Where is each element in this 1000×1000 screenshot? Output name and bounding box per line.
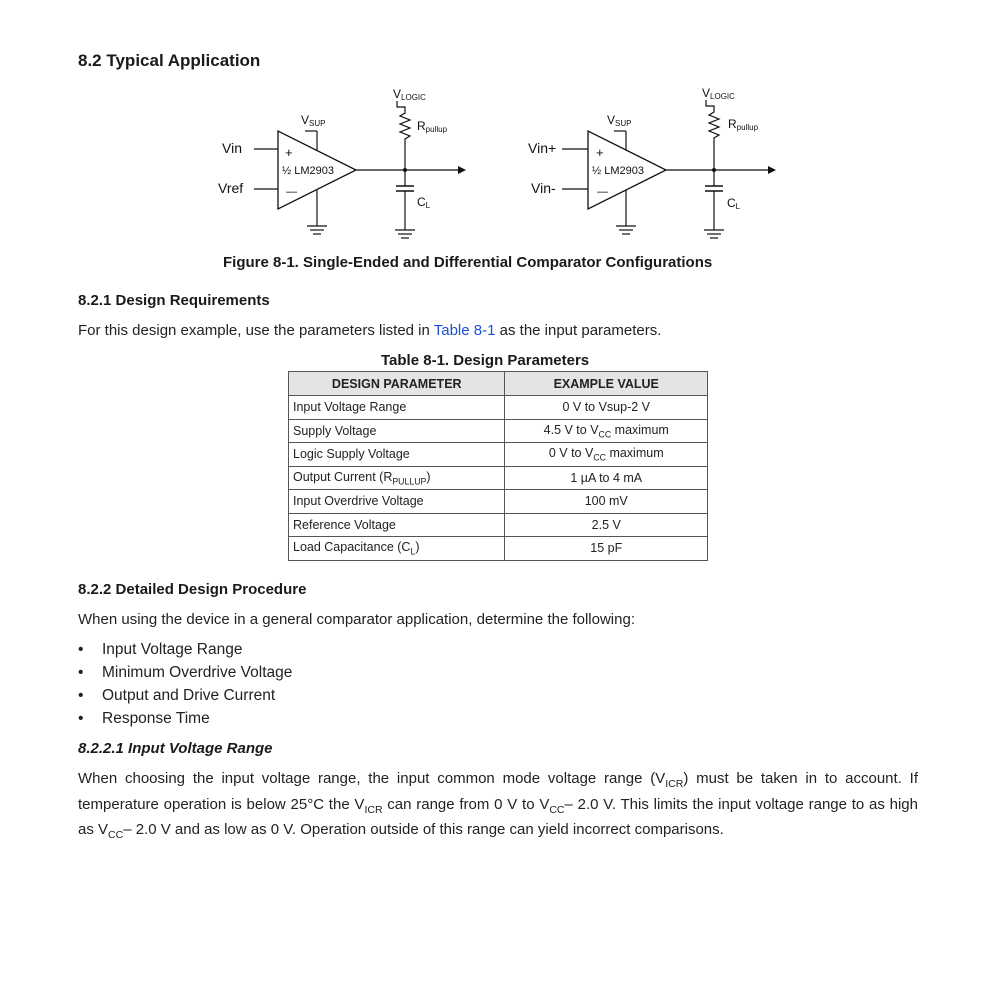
value-cell bbox=[505, 419, 708, 443]
svg-text:Rpullup bbox=[417, 119, 448, 134]
list-item bbox=[78, 663, 292, 686]
left-vlogic-sub: LOGIC bbox=[401, 93, 426, 102]
param-text: Output Current (R bbox=[293, 469, 393, 484]
list-item bbox=[78, 709, 292, 732]
para-subscript: CC bbox=[549, 803, 565, 816]
right-vinminus-label: Vin- bbox=[531, 180, 556, 196]
left-vref-label: Vref bbox=[218, 180, 244, 196]
value-subscript: CC bbox=[598, 429, 612, 439]
right-rpullup-sub: pullup bbox=[736, 123, 759, 132]
param-cell: Logic Supply Voltage bbox=[289, 443, 505, 467]
right-plus-sign: + bbox=[596, 145, 604, 160]
value-cell: 15 pF bbox=[505, 537, 708, 561]
svg-text:VSUP bbox=[301, 113, 325, 128]
param-subscript: L bbox=[410, 546, 416, 557]
para-subscript: ICR bbox=[665, 778, 684, 790]
table-row bbox=[289, 419, 708, 443]
value-cell: 100 mV bbox=[505, 490, 708, 514]
detailed-procedure-intro: When using the device in a general comparator application, determine the following: bbox=[78, 611, 635, 628]
bullet-char: • bbox=[78, 710, 84, 727]
left-rpullup-label: R bbox=[417, 119, 426, 133]
bullet-char: • bbox=[78, 687, 84, 704]
list-item-text: Minimum Overdrive Voltage bbox=[102, 664, 293, 681]
left-vlogic-label: V bbox=[393, 87, 402, 101]
table-row bbox=[289, 396, 708, 420]
value-subscript: CC bbox=[593, 452, 606, 463]
svg-text:Rpullup bbox=[728, 117, 759, 132]
param-cell bbox=[289, 537, 505, 561]
para-text: When choosing the input voltage range, the input common mode voltage range (V bbox=[78, 770, 666, 787]
para-text: can range from 0 V to V bbox=[382, 795, 550, 813]
para-text: – 2.0 V and as low as 0 V. Operation outside of this range can yield incorrect comparisons. bbox=[123, 821, 724, 838]
left-rpullup-sub: pullup bbox=[425, 125, 448, 134]
svg-text:VSUP bbox=[607, 113, 631, 128]
design-requirements-text-after: as the input parameters. bbox=[495, 322, 662, 339]
design-requirements-text-before: For this design example, use the parameters listed in bbox=[78, 322, 434, 339]
param-text: Load Capacitance (C bbox=[293, 540, 411, 554]
value-cell: 2.5 V bbox=[505, 513, 708, 537]
single-ended-circuit bbox=[218, 87, 466, 238]
left-vsup-label: V bbox=[301, 113, 310, 127]
bullet-char: • bbox=[78, 664, 84, 681]
right-cl-sub: L bbox=[735, 202, 741, 211]
svg-text:CL bbox=[727, 196, 741, 211]
table-8-1-link[interactable]: Table 8-1 bbox=[433, 322, 496, 339]
svg-text:VLOGIC bbox=[702, 86, 735, 101]
value-cell: 1 µA to 4 mA bbox=[505, 466, 708, 490]
value-cell bbox=[505, 443, 708, 467]
design-requirements-text bbox=[78, 322, 661, 339]
list-item-text: Input Voltage Range bbox=[102, 641, 243, 658]
para-text: – 2.0 V. This limits the input voltage range to as high as V bbox=[78, 795, 918, 838]
left-vin-label: Vin bbox=[222, 140, 242, 156]
left-cl-label: C bbox=[417, 195, 426, 209]
header-example-value: EXAMPLE VALUE bbox=[505, 372, 708, 396]
para-subscript: CC bbox=[108, 829, 124, 841]
param-cell: Reference Voltage bbox=[289, 513, 505, 537]
left-cl-sub: L bbox=[425, 201, 431, 210]
right-vsup-sub: SUP bbox=[615, 119, 632, 128]
right-opamp-label: ½ LM2903 bbox=[592, 165, 644, 177]
value-text: 0 V to V bbox=[548, 446, 594, 460]
procedure-list bbox=[78, 640, 292, 732]
table-row bbox=[289, 537, 708, 561]
left-opamp-label: ½ LM2903 bbox=[282, 165, 334, 177]
value-text: 4.5 V to V bbox=[543, 422, 599, 437]
differential-circuit bbox=[528, 86, 776, 238]
left-plus-sign: + bbox=[285, 145, 293, 160]
design-requirements-heading: 8.2.1 Design Requirements bbox=[78, 292, 270, 309]
list-item bbox=[78, 686, 292, 709]
param-text: ) bbox=[426, 469, 431, 484]
right-vlogic-sub: LOGIC bbox=[710, 92, 735, 101]
param-cell bbox=[289, 466, 505, 490]
svg-text:CL bbox=[417, 195, 431, 210]
param-subscript: PULLUP bbox=[392, 476, 427, 486]
right-vsup-label: V bbox=[607, 113, 616, 127]
bullet-char: • bbox=[78, 641, 84, 658]
list-item-text: Output and Drive Current bbox=[102, 687, 276, 704]
para-text: ) must be taken in to account. If temperature operation is below 25°C the V bbox=[78, 770, 918, 813]
value-text: maximum bbox=[605, 446, 664, 460]
left-vsup-sub: SUP bbox=[309, 119, 326, 128]
table-title: Table 8-1. Design Parameters bbox=[381, 352, 590, 369]
design-parameters-table bbox=[288, 371, 708, 561]
param-cell: Input Voltage Range bbox=[289, 396, 505, 420]
value-text: maximum bbox=[611, 422, 669, 437]
right-cl-label: C bbox=[727, 196, 736, 210]
param-text: ) bbox=[415, 540, 420, 554]
table-row bbox=[289, 490, 708, 514]
input-voltage-range-paragraph bbox=[78, 769, 918, 846]
left-minus-sign: — bbox=[286, 186, 297, 198]
list-item bbox=[78, 640, 292, 663]
param-cell: Input Overdrive Voltage bbox=[289, 490, 505, 514]
input-voltage-range-heading: 8.2.2.1 Input Voltage Range bbox=[78, 740, 273, 757]
right-minus-sign: — bbox=[597, 186, 608, 198]
svg-text:VLOGIC bbox=[393, 87, 426, 102]
table-row bbox=[289, 513, 708, 537]
param-cell: Supply Voltage bbox=[289, 419, 505, 443]
right-rpullup-label: R bbox=[728, 117, 737, 131]
list-item-text: Response Time bbox=[102, 710, 210, 727]
right-vlogic-label: V bbox=[702, 86, 711, 100]
detailed-procedure-heading: 8.2.2 Detailed Design Procedure bbox=[78, 581, 307, 598]
value-cell: 0 V to Vsup-2 V bbox=[505, 396, 708, 420]
comparator-figure bbox=[0, 80, 1000, 250]
header-design-parameter: DESIGN PARAMETER bbox=[289, 372, 505, 396]
table-row bbox=[289, 466, 708, 490]
right-vinplus-label: Vin+ bbox=[528, 140, 557, 156]
figure-caption: Figure 8-1. Single-Ended and Differential Comparator Configurations bbox=[223, 254, 713, 271]
section-heading: 8.2 Typical Application bbox=[78, 51, 261, 70]
table-row bbox=[289, 443, 708, 467]
para-subscript: ICR bbox=[364, 803, 383, 816]
table-header-row bbox=[289, 372, 708, 396]
